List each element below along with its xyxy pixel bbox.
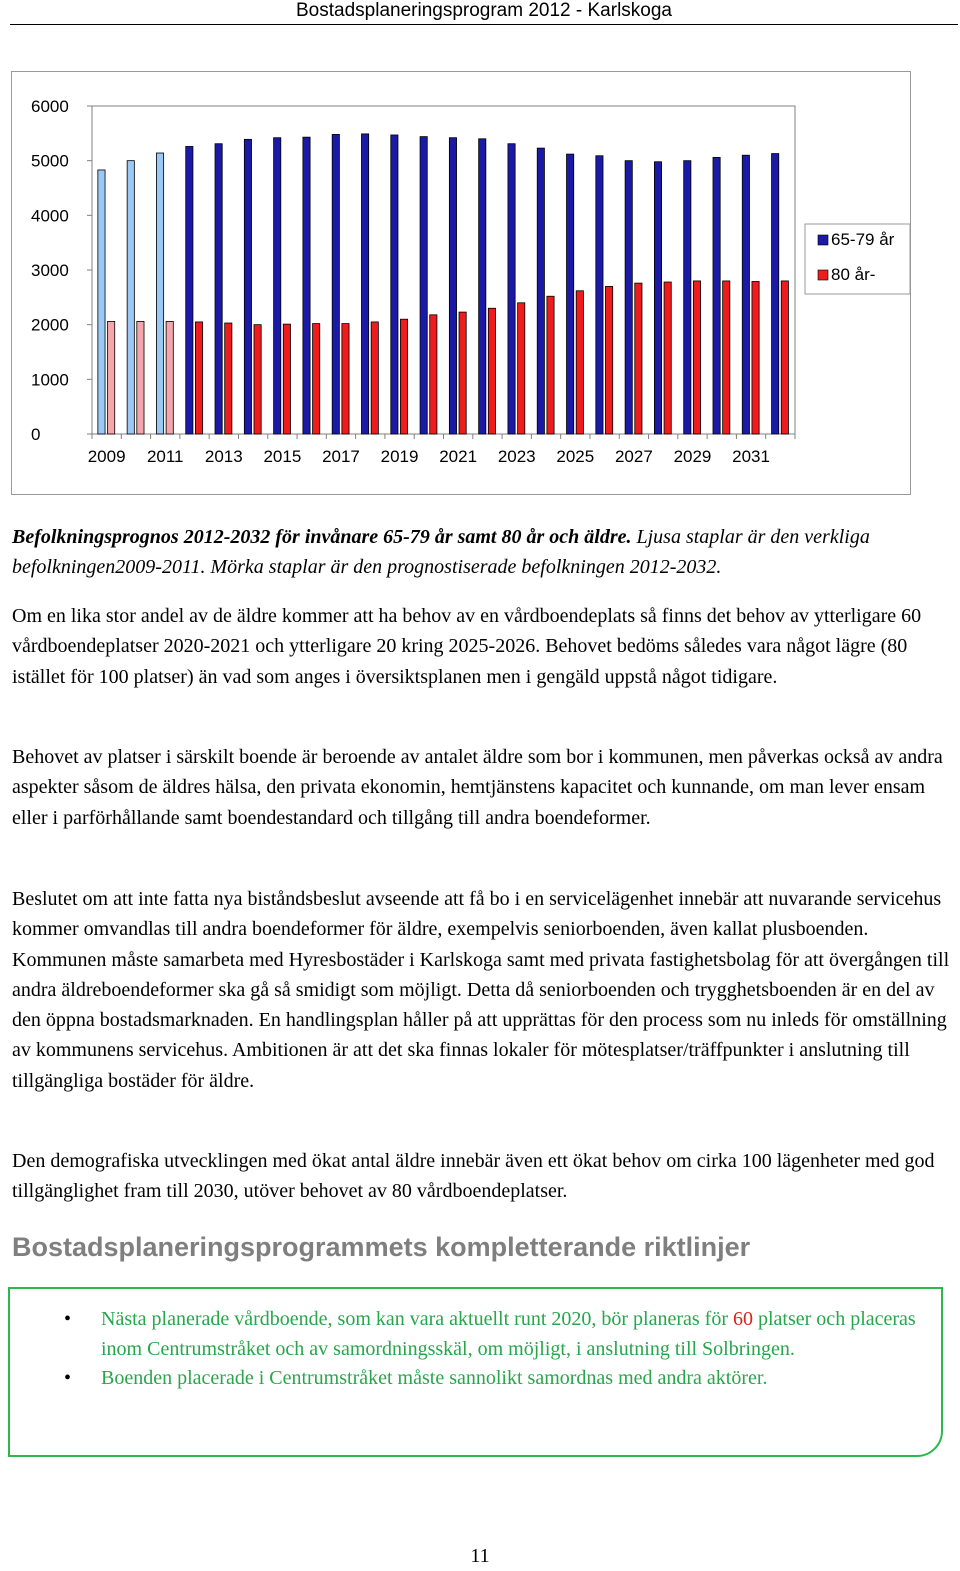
bar-65-79 xyxy=(596,156,603,434)
header-title: Bostadsplaneringsprogram 2012 - Karlskoga xyxy=(296,0,672,21)
bar-80-plus xyxy=(108,321,115,434)
guideline-1-highlight: 60 xyxy=(733,1308,753,1330)
legend-swatch xyxy=(818,235,828,245)
page-header xyxy=(10,0,958,25)
chart-caption xyxy=(12,522,952,582)
bar-65-79 xyxy=(742,155,749,434)
bar-65-79 xyxy=(449,138,456,434)
bar-65-79 xyxy=(654,162,661,434)
x-tick-label: 2017 xyxy=(322,447,360,466)
guideline-1-part1: Nästa planerade vårdboende, som kan vara aktuellt runt 2020, bör planeras för xyxy=(101,1308,733,1330)
bar-80-plus xyxy=(781,281,788,434)
bar-65-79 xyxy=(772,154,779,434)
population-chart xyxy=(11,71,911,495)
bar-65-79 xyxy=(391,135,398,434)
bar-65-79 xyxy=(479,139,486,434)
x-tick-label: 2021 xyxy=(439,447,478,466)
bar-80-plus xyxy=(225,323,232,434)
x-tick-label: 2031 xyxy=(732,447,770,466)
y-tick-label: 1000 xyxy=(31,370,69,390)
bar-80-plus xyxy=(137,321,144,434)
page-number: 11 xyxy=(470,1545,490,1567)
guidelines-list xyxy=(10,1305,940,1394)
y-tick-label: 4000 xyxy=(31,206,69,226)
x-tick-label: 2013 xyxy=(204,447,243,466)
x-tick-label: 2011 xyxy=(146,447,184,466)
bar-65-79 xyxy=(332,134,339,434)
x-tick-label: 2027 xyxy=(614,447,653,466)
bar-65-79 xyxy=(186,146,193,434)
bar-80-plus xyxy=(693,281,700,434)
bar-80-plus xyxy=(547,296,554,434)
bar-80-plus xyxy=(635,283,642,434)
legend-swatch xyxy=(818,270,828,280)
bar-80-plus xyxy=(723,281,730,434)
x-tick-label: 2023 xyxy=(497,447,536,466)
bar-80-plus xyxy=(576,291,583,434)
bar-65-79 xyxy=(244,139,251,434)
bullet-icon: • xyxy=(64,1367,72,1389)
x-tick-label: 2015 xyxy=(263,447,302,466)
bar-65-79 xyxy=(625,161,632,434)
bar-65-79 xyxy=(303,137,310,434)
bar-80-plus xyxy=(664,282,671,434)
bar-80-plus xyxy=(283,324,290,434)
bar-80-plus xyxy=(400,319,407,434)
bar-65-79 xyxy=(713,157,720,434)
y-tick-label: 6000 xyxy=(31,97,69,116)
bar-65-79 xyxy=(156,153,163,434)
bar-80-plus xyxy=(488,308,495,434)
guideline-item-2 xyxy=(10,1364,940,1394)
bar-80-plus xyxy=(254,325,261,434)
guideline-1-part2: platser och placeras inom Centrumstråket och av samordningsskäl, om möjligt, i anslutning till Solbringen. xyxy=(101,1308,916,1360)
bar-65-79 xyxy=(127,161,134,434)
bar-65-79 xyxy=(98,170,105,434)
bar-65-79 xyxy=(361,134,368,434)
guideline-2-text: Boenden placerade i Centrumstråket måste sannolikt samordnas med andra aktörer. xyxy=(101,1367,768,1389)
legend-label: 65-79 år xyxy=(831,230,895,249)
bar-65-79 xyxy=(684,161,691,434)
paragraph-1: Om en lika stor andel av de äldre kommer att ha behov av en vårdboendeplats så finns det behov av ytterligare 60 vårdboendeplatser 2020-2021 och ytterligare 20 kring 2025-2026. Behovet bedöms således vara något lägre (80 istället för 100 platser) än vad som anges i översiktsplanen men i gengäld uppstå något tidigare. xyxy=(12,605,922,688)
bar-80-plus xyxy=(166,321,173,434)
paragraph-2: Behovet av platser i särskilt boende är beroende av antalet äldre som bor i kommunen, men påverkas också av andra aspekter såsom de äldres hälsa, den privata ekonomin, hemtjänstens kapacitet och kunnande, om man lever ensam eller i parförhållande samt boendestandard och tillgång till andra boendeformer. xyxy=(12,746,943,829)
chart-svg xyxy=(12,72,910,494)
guideline-item-1 xyxy=(10,1305,940,1364)
bar-65-79 xyxy=(274,138,281,434)
paragraph-3: Beslutet om att inte fatta nya biståndsbeslut avseende att få bo i en servicelägenhet innebär att nuvarande servicehus kommer omvandlas till andra boendeformer för äldre, exempelvis seniorboenden, även kallat plusboenden. Kommunen måste samarbeta med Hyresbostäder i Karlskoga samt med privata fastighetsbolag för att övergången till andra äldreboendeformer ska gå så smidigt som möjligt. Detta då seniorboenden och trygghetsboenden är en del av den öppna bostadsmarknaden. En handlingsplan håller på att upprättas för den process som nu inleds för omställning av kommunens servicehus. Ambitionen är att det ska finnas lokaler för mötesplatser/träffpunkter i anslutning till tillgängliga bostäder för äldre. xyxy=(12,888,950,1092)
caption-bold: Befolkningsprognos 2012-2032 för invånare 65-79 år samt 80 år och äldre. xyxy=(12,526,632,548)
y-tick-label: 5000 xyxy=(31,151,69,171)
bar-65-79 xyxy=(420,137,427,434)
bar-65-79 xyxy=(567,154,574,434)
bar-65-79 xyxy=(215,144,222,434)
caption-rest: Ljusa staplar är den verkliga befolkningen2009-2011. Mörka staplar är den prognostiserade befolkningen 2012-2032. xyxy=(12,526,870,578)
bar-80-plus xyxy=(342,324,349,434)
y-tick-label: 2000 xyxy=(31,315,69,335)
bar-80-plus xyxy=(752,281,759,434)
x-tick-label: 2029 xyxy=(673,447,712,466)
bar-80-plus xyxy=(313,324,320,434)
bar-80-plus xyxy=(605,286,612,434)
y-tick-label: 0 xyxy=(31,425,41,444)
x-tick-label: 2025 xyxy=(556,447,595,466)
y-tick-label: 3000 xyxy=(31,261,69,280)
bar-65-79 xyxy=(537,148,544,434)
bar-80-plus xyxy=(459,312,466,434)
bar-80-plus xyxy=(371,322,378,434)
bar-80-plus xyxy=(518,303,525,434)
x-tick-label: 2019 xyxy=(380,447,419,466)
x-tick-label: 2009 xyxy=(87,447,126,466)
guidelines-box xyxy=(8,1287,943,1457)
legend-label: 80 år- xyxy=(831,265,876,284)
section-title: Bostadsplaneringsprogrammets kompletterande riktlinjer xyxy=(12,1232,751,1262)
bar-80-plus xyxy=(430,315,437,434)
bar-80-plus xyxy=(195,322,202,434)
bar-65-79 xyxy=(508,144,515,434)
paragraph-4: Den demografiska utvecklingen med ökat antal äldre innebär även ett ökat behov om cirka 100 lägenheter med god tillgänglighet fram till 2030, utöver behovet av 80 vårdboendeplatser. xyxy=(12,1150,935,1203)
bullet-icon: • xyxy=(64,1308,72,1330)
